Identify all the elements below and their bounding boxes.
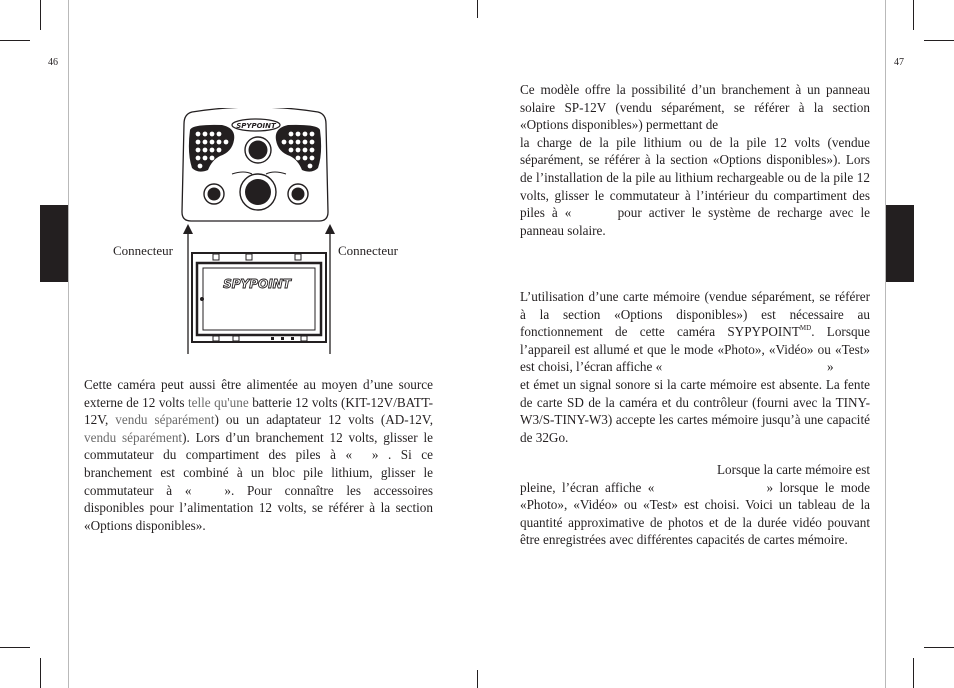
text-run: ». Pour connaître les accessoires disponibles pour l’alimentation 12 volts, se référer à la section «Options disponibles». [84,482,433,533]
text-run: pour activer le système de recharge avec le panneau solaire. [520,205,871,238]
external-power-paragraph [84,376,433,534]
text-run: Cette caméra peut aussi être alimentée au moyen d’une source externe de 12 volts [84,377,433,410]
text-run: telle qu'une [187,394,249,410]
memory-card-paragraph [520,288,870,446]
text-run: vendu séparément [84,429,183,445]
text-run: » [827,359,834,375]
text-run: vendu séparément [115,412,215,428]
crop-mark [885,0,886,688]
trademark-superscript: MD [799,324,812,333]
crop-mark [68,0,69,688]
svg-text:SPYPOINT: SPYPOINT [223,277,291,291]
text-run: » lorsque le mode «Photo», «Vidéo» ou «Test» est choisi. Voici un tableau de la quantité approximative de photos et de la durée vidéo pouvant être enregistrées avec différentes capacités de cartes mémoire. [520,479,870,548]
text-run: . Lorsque l’appareil est allumé et que le mode «Photo», «Vidéo» ou «Test» est choisi, l’écran affiche « [520,324,870,375]
remote-controller-illustration [178,108,332,226]
connector-label-left: Connecteur [113,243,173,258]
page-number-left: 46 [48,57,58,68]
crop-mark [477,670,478,688]
connector-label-right: Connecteur [338,243,398,258]
svg-text:SPYPOINT: SPYPOINT [236,122,276,130]
crop-mark [0,40,30,41]
text-run: Ce modèle offre la possibilité d’un branchement à un panneau solaire SP-12V (vendu séparément, se référer à la section «Options disponibles») permettant de [520,82,870,133]
crop-mark [924,647,954,648]
text-run: L’utilisation d’une carte mémoire (vendue séparément, se référer à la section «Options disponibles») est nécessaire au fonctionnement de cette caméra SYPYPOINT [520,289,870,340]
text-run: ). Lors d’un branchement 12 volts, glisser le commutateur du compartiment des piles à « [84,429,433,463]
text-run: Lorsque la carte mémoire est [716,462,870,477]
crop-mark [40,0,41,30]
section-tab-right [886,205,914,282]
memory-full-paragraph [520,461,870,549]
text-run: la charge de la pile lithium ou de la pile 12 volts (vendue séparément, se référer à la section «Options disponibles»). Lors de l’installation de la pile au lithium rechargeable ou de la pile 12 volts, glisser le commutateur à l’intérieur du compartiment des piles à « [520,134,870,221]
text-run: pleine, l’écran affiche « [520,479,655,495]
crop-mark [913,658,914,688]
section-tab-left [40,205,68,282]
text-run: ) ou un adaptateur 12 volts (AD-12V, [214,412,433,428]
camera-back-illustration [191,252,327,344]
crop-mark [0,647,30,648]
solar-panel-paragraph [520,81,870,239]
crop-mark [924,40,954,41]
text-run: » . Si ce branchement est combiné à un bloc pile lithium, glisser le commutateur à « [84,447,433,498]
crop-mark [477,0,478,18]
crop-mark [913,0,914,30]
crop-mark [40,658,41,688]
text-run: et émet un signal sonore si la carte mémoire est absente. La fente de carte SD de la caméra et du contrôleur (fourni avec la TINY-W3/S-TINY-W3) accepte les cartes mémoire jusqu’à une capacité de 32Go. [520,376,870,445]
page-number-right: 47 [894,57,904,68]
text-run: batterie 12 volts (KIT-12V/BATT-12V, [84,394,434,428]
